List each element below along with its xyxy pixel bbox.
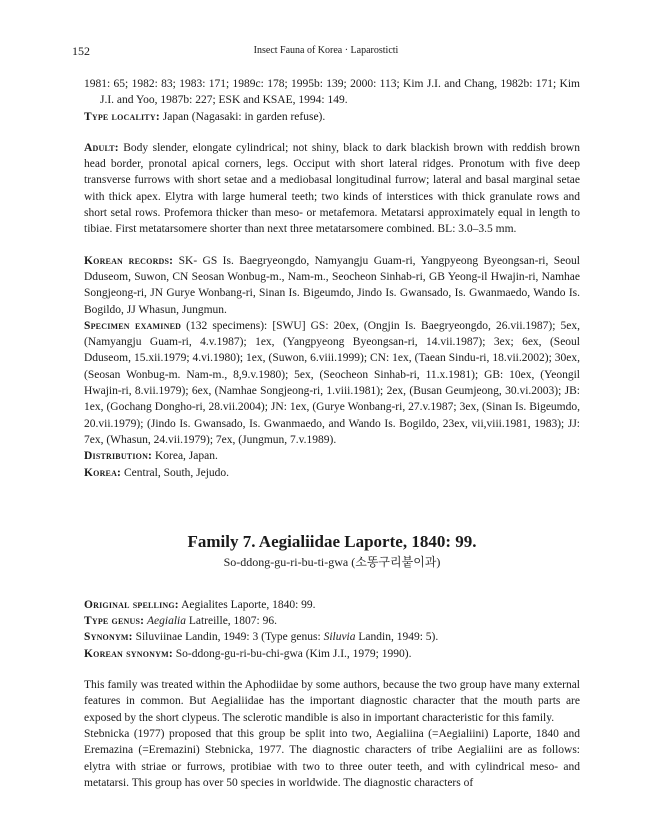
korean-records	[84, 253, 580, 318]
family-subtitle: So-ddong-gu-ri-bu-ti-gwa (소똥구리붙이과)	[223, 554, 441, 569]
family-title: Family 7. Aegialiidae Laporte, 1840: 99.	[187, 531, 477, 551]
adult-description	[84, 140, 580, 238]
korean-synonym-text: So-ddong-gu-ri-bu-chi-gwa (Kim J.I., 1979; 1990).	[172, 647, 412, 660]
original-spelling	[84, 597, 580, 613]
citation-list: 1981: 65; 1982: 83; 1983: 171; 1989c: 178; 1995b: 139; 2000: 113; Kim J.I. and Chang, 1982b: 171; Kim J.I. and Yoo, 1987b: 227; ESK and KSAE, 1994: 149.	[84, 78, 580, 107]
page-body	[84, 76, 580, 791]
type-genus	[84, 613, 580, 629]
korean-synonym	[84, 646, 580, 662]
type-locality-label: Type locality:	[84, 110, 160, 123]
synonym-text-b: Landin, 1949: 5).	[355, 631, 439, 644]
type-genus-label: Type genus:	[84, 615, 145, 628]
synonym-text-a: Siluviinae Landin, 1949: 3 (Type genus:	[132, 631, 324, 644]
type-locality-value: Japan (Nagasaki: in garden refuse).	[159, 110, 326, 123]
specimen-examined	[84, 318, 580, 448]
korean-synonym-label: Korean synonym:	[84, 647, 173, 660]
korean-records-text: SK- GS Is. Baegryeongdo, Namyangju Guam-ri, Yangpyeong Byeongsan-ri, Seoul Dduseom, Suwon, CN Seosan Wonbug-m., Nam-m., Seocheon Sinhab-ri, GB Yeong-il Hwajin-ri, Namhae Songjeong-ri, JN Gurye Wonbang-ri, Sinan Is. Bigeumdo, Jindo Is. Gwansado, Is. Gwanmaedo, Wando Is. Bogildo, JJ Whasun, Jungmun.	[84, 254, 580, 316]
type-locality	[84, 109, 580, 125]
synonym-label: Synonym:	[84, 631, 133, 644]
distribution-text: Korea, Japan.	[152, 450, 218, 463]
korea-range	[84, 465, 580, 481]
distribution	[84, 448, 580, 464]
specimen-text: (132 specimens): [SWU] GS: 20ex, (Ongjin Is. Baegryeongdo, 26.vii.1987); 5ex, (Namyangju Guam-ri, 4.v.1987); 1ex, (Yangpyeong Byeongsan-ri, 14.vii.1987); 3ex; 6ex, (Seoul Dduseom, 15.xii.1979; 4.vi.1980); 1ex, (Suwon, 6.viii.1999); CN: 1ex, (Taean Sindu-ri, 18.vii.2002); 30ex, (Seosan Wonbug-m. Nam-m., 8,9.v.1980); 5ex, (Seocheon Sinhab-ri, 11.x.1981); GB: 10ex, (Yeongil Hwajin-ri, 8.vii.1979); 6ex, (Namhae Songjeong-ri, 1.viii.1981); 2ex, (Busan Geumjeong, 30.vi.2003); JB: 1ex, (Gochang Dongho-ri, 28.vii.2004); JN: 1ex, (Gurye Wonbang-ri, 27.v.1987; 3ex, (Sinan Is. Bigeumdo, 20.vii.1979); (Jindo Is. Gwansado, Is. Gwanmaedo, and Wando Is. Bogildo, 23ex, vii,viii.1981, 1983); JJ: 7ex, (Whasun, 24.vii.1979); 7ex, (Jungmun, 7.v.1989).	[84, 319, 580, 446]
discussion-paragraph-1: This family was treated within the Aphodiidae by some authors, because the two group have many external features in common. But Aegialiidae has the important diagnostic character that the mouth parts are exposed by the short clypeus. The sclerotic mandible is also in important characteristic for this family.	[84, 679, 580, 724]
page-number: 152	[72, 44, 90, 58]
korean-records-label: Korean records:	[84, 254, 174, 267]
type-genus-name: Aegialia	[147, 615, 186, 628]
distribution-label: Distribution:	[84, 450, 153, 463]
korea-text: Central, South, Jejudo.	[121, 466, 230, 479]
running-head: Insect Fauna of Korea · Laparosticti	[253, 45, 399, 56]
specimen-label: Specimen examined	[84, 319, 182, 332]
adult-label: Adult:	[84, 141, 119, 154]
discussion-paragraph-2: Stebnicka (1977) proposed that this group be split into two, Aegialiina (=Aegialiini) Laporte, 1840 and Eremazina (=Eremazini) Stebnicka, 1977. The diagnostic characters of tribe Aegialiini are as follows: elytra with striae or furrows, protibiae with two to three outer teeth, and with cylindrical meso- and metatarsi. This group has over 50 species in worldwide. The diagnostic characters of	[84, 727, 580, 789]
original-spelling-text: Aegialites Laporte, 1840: 99.	[178, 598, 316, 611]
original-spelling-label: Original spelling:	[84, 598, 179, 611]
synonym	[84, 629, 580, 645]
synonym-genus: Siluvia	[323, 631, 356, 644]
adult-text: Body slender, elongate cylindrical; not shiny, black to dark blackish brown with reddish brown head border, pronotal apical corners, legs. Occiput with short lateral ridges. Pronotum with five deep transverse furrows with short setae and a mediobasal longitudinal furrow; lateral and basal marginal setae with thick apex. Elytra with large humeral teeth; two kinds of interstices with thick granulate rows and short setal rows. Profemora thicker than meso- or metafemora. Metatarsi approximately equal in length to tibiae. First metatarsomere shorter than next three metatarsomere combined. BL: 3.0–3.5 mm.	[84, 141, 580, 236]
korea-label: Korea:	[84, 466, 122, 479]
citation-paragraph	[84, 76, 580, 109]
type-genus-text: Latreille, 1807: 96.	[185, 615, 278, 628]
page-header	[0, 44, 652, 58]
